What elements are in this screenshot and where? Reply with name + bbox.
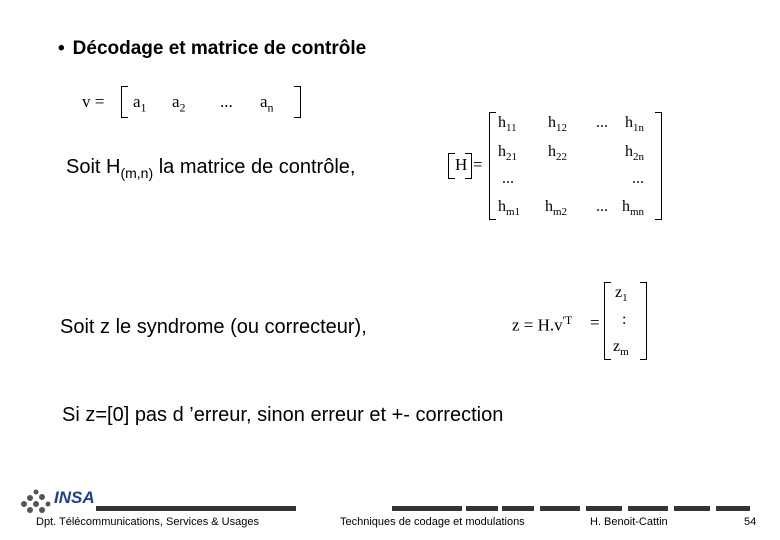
slide-title-text: Décodage et matrice de contrôle	[72, 38, 367, 59]
svg-text:INSA: INSA	[54, 488, 95, 507]
h-cell-r3-dots: ...	[502, 170, 514, 187]
slide-title	[58, 38, 366, 60]
insa-logo	[14, 484, 104, 518]
h-matrix-left-bracket	[489, 112, 496, 220]
v-a2: $a_2$	[172, 92, 186, 115]
footer-course: Techniques de codage et modulations	[340, 516, 525, 528]
v-equation	[82, 92, 104, 112]
footer-bar-5	[540, 506, 580, 511]
h-cell-13: ...	[596, 114, 608, 131]
footer-bar-6	[586, 506, 622, 511]
footer-bar-4	[502, 506, 534, 511]
z-equation-lhs: $z = H.v^{'T}$	[512, 313, 573, 335]
footer-bar-1	[96, 506, 296, 511]
h-label: H	[455, 155, 468, 174]
h-cell-1n: $h_{1n}$	[625, 114, 644, 135]
h-matrix-right-bracket	[655, 112, 662, 220]
footer-page-number: 54	[744, 516, 757, 528]
h-cell-r3-dots-end: ...	[632, 170, 644, 187]
v-left-bracket	[121, 86, 128, 118]
z-1: $z_1$	[615, 284, 628, 305]
footer-dept: Dpt. Télécommunications, Services & Usages	[36, 516, 259, 528]
v-a1: $a_1$	[133, 92, 147, 115]
footer-bar-9	[716, 506, 750, 511]
h-label-right-bracket	[465, 153, 472, 179]
footer-bar-3	[466, 506, 498, 511]
z-left-bracket	[604, 282, 611, 360]
z-m: $z_m$	[613, 338, 629, 359]
h-cell-m2: $h_{m2}$	[545, 198, 568, 219]
h-cell-m3: ...	[596, 198, 608, 215]
v-an: $a_n$	[260, 92, 274, 115]
h-cell-2n: $h_{2n}$	[625, 143, 644, 164]
footer-author: H. Benoit-Cattin	[590, 516, 668, 528]
z-equals: =	[590, 313, 600, 332]
h-equals: =	[473, 155, 483, 174]
insa-logo-mark	[14, 484, 104, 518]
footer-bar-2	[392, 506, 462, 511]
h-cell-22: $h_{22}$	[548, 143, 567, 164]
h-label-left-bracket	[448, 153, 455, 179]
v-lhs: v =	[82, 92, 105, 111]
z-right-bracket	[640, 282, 647, 360]
z-colon: :	[622, 311, 627, 328]
v-dots: ...	[220, 92, 233, 111]
line-correction: Si z=[0] pas d ’erreur, sinon erreur et +- correction	[62, 404, 504, 426]
h-cell-11: $h_{11}$	[498, 114, 517, 135]
line-syndrome: Soit z le syndrome (ou correcteur),	[60, 316, 367, 338]
footer-bar-7	[628, 506, 668, 511]
v-right-bracket	[294, 86, 301, 118]
h-cell-12: $h_{12}$	[548, 114, 567, 135]
h-cell-m1: $h_{m1}$	[498, 198, 521, 219]
footer-bar-8	[674, 506, 710, 511]
h-cell-mn: $h_{mn}$	[622, 198, 645, 219]
bullet-icon: •	[58, 38, 65, 59]
line-check-matrix: Soit $H_{(m,n)}$ la matrice de contrôle,	[66, 156, 356, 181]
h-cell-21: $h_{21}$	[498, 143, 517, 164]
